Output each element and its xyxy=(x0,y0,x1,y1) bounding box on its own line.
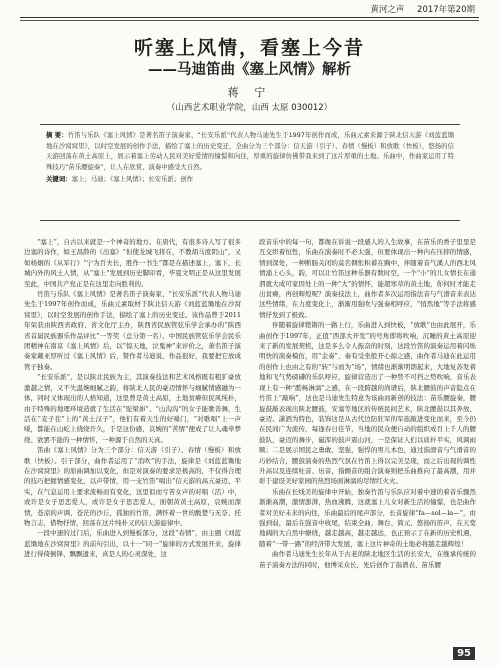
abstract-text: 竹笛与乐队《塞上风情》是著名笛子演奏家、“长安乐派”代表人物马迪先生于1997年创作而成，乐曲元素来源于陕北信天游《刘蓝蓝锄地在沙窝窝里》，以时空发展的创作手法，描绘了塞上的历史变迁，全曲分为三个部分：信天游（引子）、春情（慢板）和放歌（快板），悠扬的信天游回荡在黄土高原上，展示着塞上劳动人民对美好爱情的憧憬和向往，厚重的旋律仿佛带我来到了这片厚重的土地。乐曲中，作曲家运用了特殊技巧“苗乐腰旋奏”，让人在欣赏、演奏中感受大自然。 xyxy=(46,131,454,171)
keywords-text: 塞上；马迪；《塞上风情》；长安乐派；创作 xyxy=(71,175,193,183)
paragraph: 段音乐中的每一句，都像在诉说一段感人的人生故事，在苗乐的香子里里是互交织着恒性，乐曲在演奏时不必太强，但要体现出一种内在压抑的情感，情到深处，一种断肠关闭的莫名惆怅积蓄在胸中，伴随着音气溪人的西北风情涌上心头，韵，可以让竹笛这种乐器有数时空，一个“小”的儿女情长在通渭就大成可家因处上的一种“大”的情怀，能超寒草的黄土地，你何时才能走出贫瘠，再创辉煌呢？演奏技法上，曲作者多次运用指法音与气滑音来表达这些情绪，在力度变化上，渐渐用强吹与强奏相呼应，“悄然地”等手法将感情抒发到了极致。 xyxy=(259,238,476,319)
header-rule xyxy=(20,17,479,18)
paragraph: 一段中速的过门后，乐曲进入到慢板部分，这段“春情”，由主题《刘蓝蓝锄地在沙窝窝里》的前句引出，以十一“同一”旋律的方式发展开来，旋律进行得倚倒锋、飘飘遗来，真是人的心灵深处，这 xyxy=(24,529,241,559)
body-column-left xyxy=(24,237,241,647)
journal-issue: 2017年第20期 xyxy=(417,5,475,15)
abstract-label: 摘 要： xyxy=(46,131,68,139)
article-affiliation: （山西艺术职业学院，山西 太原 030012） xyxy=(166,103,333,113)
keywords xyxy=(46,174,454,185)
journal-header xyxy=(370,3,475,15)
paragraph: “塞上”，自古以来就是一个神奇的地方。在唐代，有很多诗人写了很多边塞的诗作，如王昌龄的《出塞》“但使龙城飞将在，不教胡马度阴山”，又如杨炯的《从军行》“宁为百夫长，胜作一书生”都是在描述塞上，塞下，长城内外的风土人情，从“塞上”发展到历史脚印看，毕夏文明正是从这里发展至此，中国共产党正是在这里走向胜利的。 xyxy=(24,238,241,288)
header-rule-thin xyxy=(20,20,479,21)
journal-name: 黄河之声 xyxy=(370,5,405,15)
page-number: 95 xyxy=(453,647,475,660)
paragraph: 笛曲《塞上风情》分为三个部分：信天游（引子）、春情（慢板）和放歌（快板）。引子部分，曲作者运用了“消吹”的手法，旋律是《刘蓝蓝锄地在沙窝窝里》的原曲调加以变化，但是对演奏的要求是极高的，不仅得合理的技巧把握情感变化，以声带情，用一支竹笛“唱出”信天游的高亢豪迈、平实，在气息运用上要求流畅而有变化，这里似而亏苦女声的对唱（活）中，或许是女子思恋爱人，或许是女子思恋爱人，面朝黄黄土高原，哀婉而深情，苍凉的声调、苍茫的沙丘，孤独的竹笛，满怀着一世的酸楚与无奈、托物言志，借物抒情，回荡在这片纯朴又的信天游旋律中。 xyxy=(24,446,241,527)
article-subtitle: ——马迪笛曲《塞上风情》解析 xyxy=(148,62,351,78)
keywords-label: 关键词： xyxy=(46,175,72,183)
paragraph: “长安乐派”，是以陕北民族为主，其演奏技法和艺术风格既有粗犷豪放激越之情，又不失温婉细腻之韵，将陕北人民的豪迈情怀与细腻情感融为一体，同时又体现出的人格知道，这里曾是黄土高原，土地贫瘠但民风纯朴，由于特殊的地理环境造就了生活在“驼梁峁”、“山沟沟”的女子能歌善舞，生活在“麦子茬”上的“黄土汉子”，他们有着天生的好嗓门，“对歌唱”上一声嗓，都能在山屹上绕绕许久，于是这份感、哀婉的“苦情”便成了让人魂牵梦绕、欲罢不能的一种情怀，一种源于自然的天真。 xyxy=(24,373,241,444)
body-column-right xyxy=(259,237,476,647)
abstract-box xyxy=(40,124,460,221)
article-title: 听塞上风情，看塞上今昔 xyxy=(133,37,365,59)
abstract xyxy=(46,130,454,172)
paragraph: 乐曲在长线美的旋律中开始，独奏竹笛与乐队应对着中速的着音乐骤然渐渐高潮，激情澎湃，热血沸腾，这就塞上儿女对新生活的憧憬，也是曲作者对美好未来的向往，乐曲最后的尾声部分，长音旋律“fa—sol—la—”，由强到弱，最后在强音中收尾，结束全曲，舞台、简元、悠扬的笛声，在天宽地阔的大自然中缭绕，越走越高，越走越远，也正预示了在新的历史机遇，随着“一带一路”的经济带大发展，塞上这片神奇的土地必将越走越辉煌！ xyxy=(259,487,476,548)
paragraph: 曲作者马迪先生长年从于古老的陕北地区生活的长安大，在继承传统的苗子演奏方法的同时，他博采众长，先后创作了指谱表、苗乐腰 xyxy=(259,550,476,569)
paragraph: 伴随着旋律铿锵的一路上行，乐曲进入到快板，“放歌”也由此展开，乐曲创作于1997年，正值“西部大开发”的号角即将吹响，沉睡的黄土高原迎来了新的发展契机，这是多么令人振奋的时刻，这段竹笛的演奏运用着闪烁明快的演奏模仿，用“金奏”，奏有受坐般开心掠之感，曲作者马迪在此运用的创作上也由之有的“转”与而为“场”，情绪也渐渐明朗起来，大地复苏发着地和飞气势磅礴的乐队呼应，旋律营造出了一种势不可挡之势吹响，音乐表现上有一种“酷畅淋漓”之感，在一段跨越的尚谱后，陕北腰鼓的声音隐点在竹笛上“敲响”，这也是马迪先生特意为该曲而新创的技法：苗乐腰旋奏，腰旋鼓敲表现出陕北腰鼓，安塞等地区的传统民间艺术，陕北腰鼓以其奔放、豪迈、潇洒为特色，装饰这是从古代边防驻军的军旅敲进变化而来，至今仍在民间广为流传，每逢春日佳节，当地的民众便自动的组织成百上千人的腰鼓队，豪迈的舞步，磁浑的鼓声震山河，一是保证人们以质朴平实，风调雨顺；二是展示国民之勇敢、坚强，强悍的男儿本色，通过指滑音与气滑音的巧妙结合，腰鼓演奏的热烈气氛在竹笛上得以完美呈现，而之后出现的调性升高以及连续吐音、历音，指颤音的组合演奏则把乐曲推向了最高潮，用并彰于建设美好家园的热烈场面淋漓的尽情红火火。 xyxy=(259,321,476,486)
paragraph: 竹笛与乐队《塞上风情》是著名笛子演奏家、“长安乐派”代表人物马迪先生于1997年创作而成，乐曲元素取材于陕北信天游《刘蓝蓝锄地在沙窝窝里》，以时空发展的创作手法，描绘了塞上的历史变迁。该作品曾于2011年荣获由陕西省政府、省文化厅主办，陕西省民族管弦乐学会承办的“陕西省首届民族器乐作品评比”一等奖（总分第一名），中国民族管弦乐学会民乐团精神在南京《塞上风情》后，以“惊天地，泣鬼神”来评价之，萧名笛子演奏家戴亚厚听过《塞上风情》后，赞作者马迪说，作品很好，我要把它放成管子独奏。 xyxy=(24,290,241,371)
article-author: 蒋 宁 xyxy=(227,86,272,99)
